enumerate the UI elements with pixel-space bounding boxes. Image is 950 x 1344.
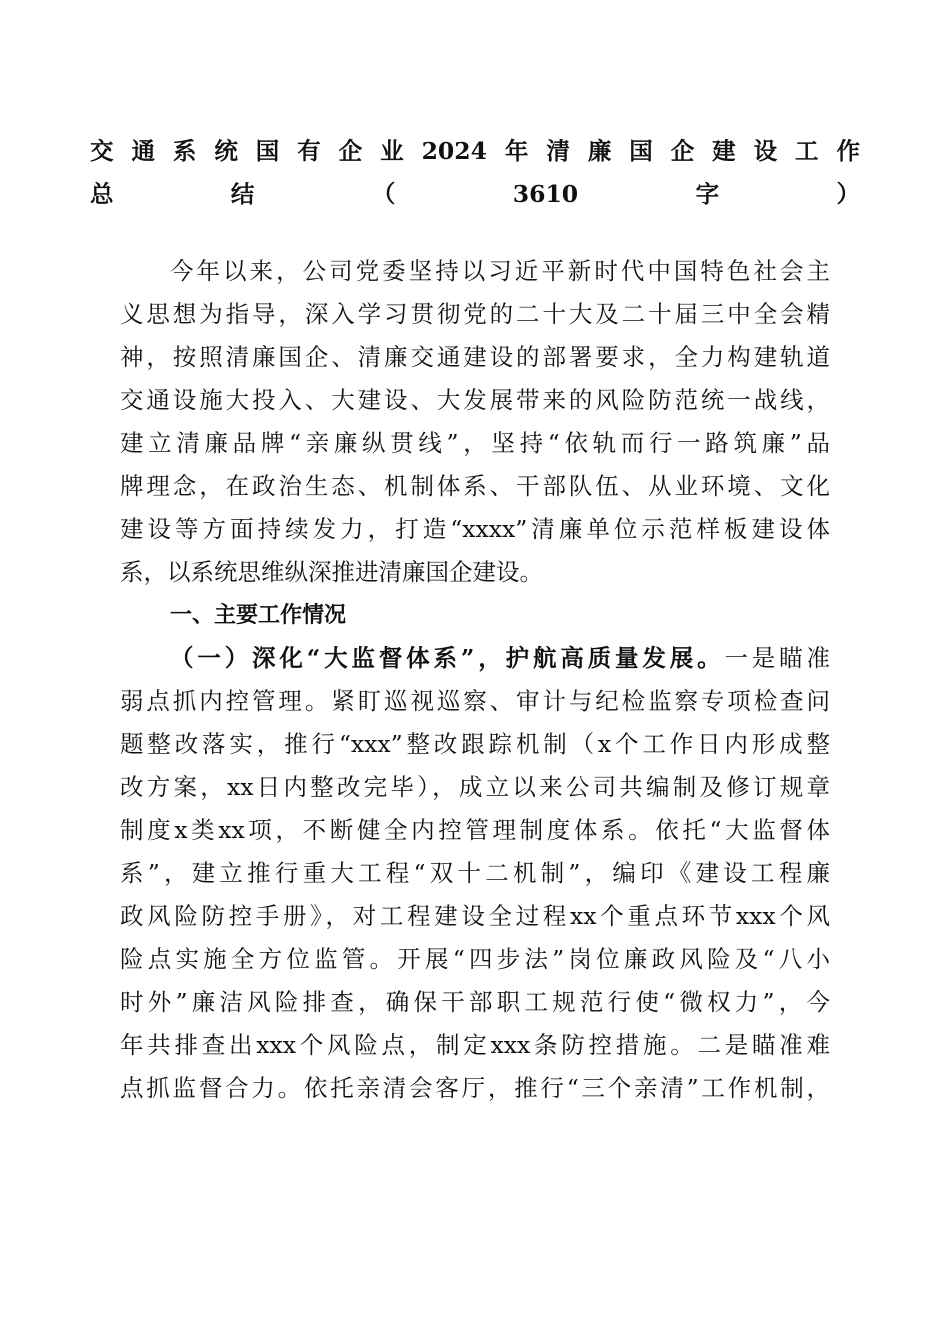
paragraph-line: 神，按照清廉国企、清廉交通建设的部署要求，全力构建轨道 bbox=[120, 343, 830, 371]
paragraph-lead-line bbox=[120, 637, 830, 680]
paragraph-line: 题整改落实，推行“xxx”整改跟踪机制（x个工作日内形成整 bbox=[120, 730, 830, 758]
paragraph-line: 系，以系统思维纵深推进清廉国企建设。 bbox=[120, 558, 543, 586]
paragraph-line: 建设等方面持续发力，打造“xxxx”清廉单位示范样板建设体 bbox=[120, 515, 830, 543]
paragraph-line: 义思想为指导，深入学习贯彻党的二十大及二十届三中全会精 bbox=[120, 300, 830, 328]
paragraph-section-1 bbox=[120, 637, 830, 1110]
paragraph-line: 制度x类xx项，不断健全内控管理制度体系。依托“大监督体 bbox=[120, 816, 830, 844]
document-title bbox=[90, 130, 860, 216]
paragraph-intro bbox=[120, 250, 830, 594]
paragraph-line: 今年以来，公司党委坚持以习近平新时代中国特色社会主 bbox=[170, 257, 830, 285]
title-line-1: 交通系统国有企业2024年清廉国企建设工作 bbox=[90, 137, 860, 165]
paragraph-line: 改方案，xx日内整改完毕），成立以来公司共编制及修订规章 bbox=[120, 773, 830, 801]
paragraph-line: 点抓监督合力。依托亲清会客厅，推行“三个亲清”工作机制， bbox=[120, 1074, 830, 1102]
paragraph-line: 时外”廉洁风险排查，确保干部职工规范行使“微权力”，今 bbox=[120, 988, 830, 1016]
title-line-2: 总结（3610字） bbox=[90, 180, 860, 208]
paragraph-line: 交通设施大投入、大建设、大发展带来的风险防范统一战线， bbox=[120, 386, 830, 414]
paragraph-line: 建立清廉品牌“亲廉纵贯线”，坚持“依轨而行一路筑廉”品 bbox=[120, 429, 830, 457]
paragraph-line: 牌理念，在政治生态、机制体系、干部队伍、从业环境、文化 bbox=[120, 472, 830, 500]
subsection-heading: （一）深化“大监督体系”，护航高质量发展。 bbox=[170, 644, 725, 672]
paragraph-lead-rest: 一是瞄准 bbox=[724, 644, 830, 672]
document-body bbox=[120, 250, 830, 1110]
paragraph-line: 弱点抓内控管理。紧盯巡视巡察、审计与纪检监察专项检查问 bbox=[120, 687, 830, 715]
paragraph-line: 险点实施全方位监管。开展“四步法”岗位廉政风险及“八小 bbox=[120, 945, 830, 973]
paragraph-line: 政风险防控手册》，对工程建设全过程xx个重点环节xxx个风 bbox=[120, 902, 830, 930]
section-heading: 一、主要工作情况 bbox=[170, 603, 347, 628]
paragraph-line: 年共排查出xxx个风险点，制定xxx条防控措施。二是瞄准难 bbox=[120, 1031, 830, 1059]
paragraph-line: 系”，建立推行重大工程“双十二机制”，编印《建设工程廉 bbox=[120, 859, 830, 887]
